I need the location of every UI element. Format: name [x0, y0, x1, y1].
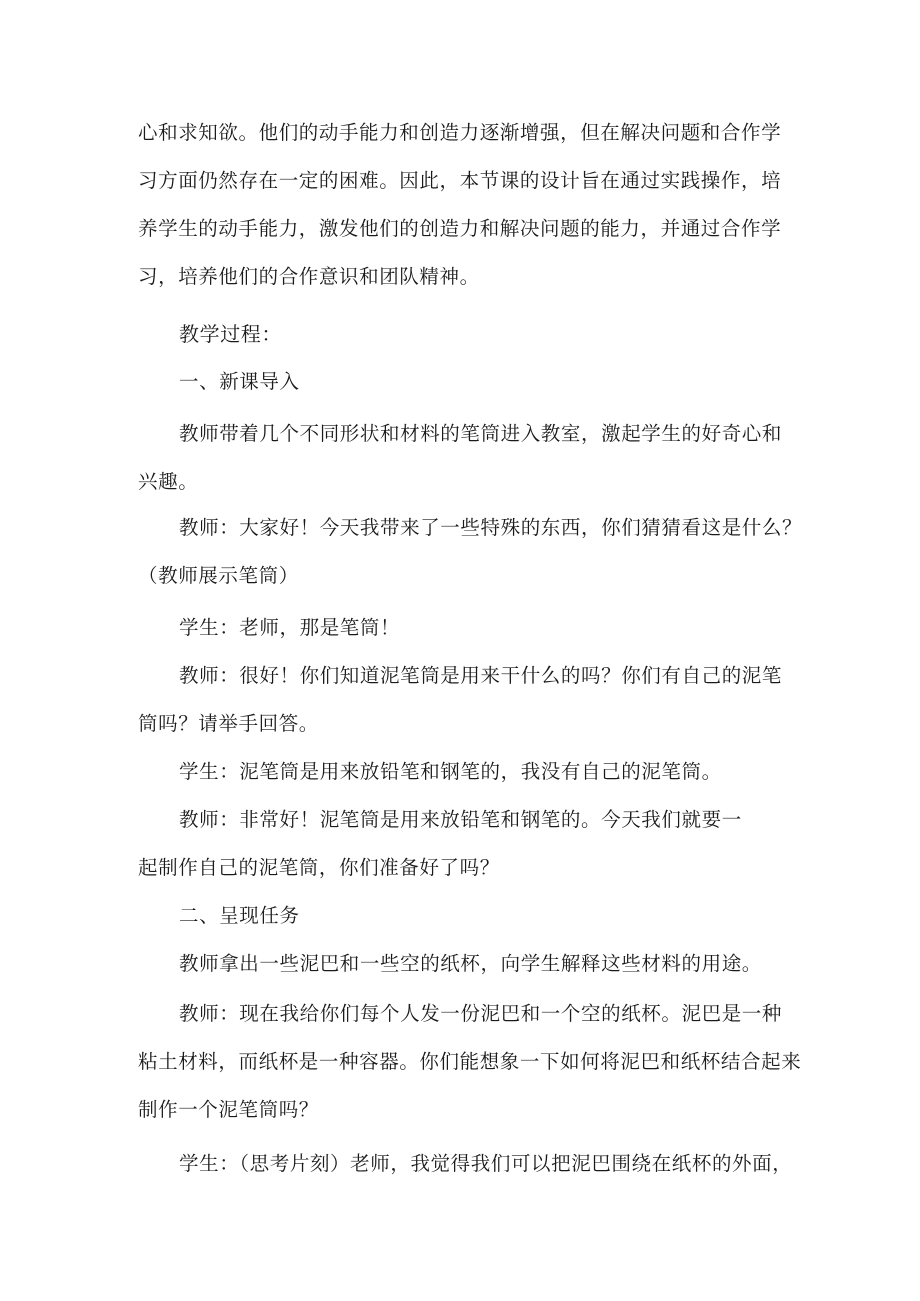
paragraph-teacher-very-good [138, 796, 798, 892]
text-line: 筒吗？请举手回答。 [138, 712, 319, 735]
text-line: 粘土材料，而纸杯是一种容器。你们能想象一下如何将泥巴和纸杯结合起来 [138, 1050, 802, 1073]
paragraph-student-2 [138, 748, 798, 796]
text-line: 学生：泥笔筒是用来放铅笔和钢笔的，我没有自己的泥笔筒。 [179, 760, 722, 783]
text-line: （教师展示笔筒） [138, 564, 299, 587]
text-line: 学生：老师，那是笔筒！ [179, 616, 401, 639]
heading-teaching-process: 教学过程： [179, 322, 282, 346]
paragraph-teacher-hello [138, 504, 803, 600]
text-line: 心和求知欲。他们的动手能力和创造力逐渐增强，但在解决问题和合作学 [138, 121, 782, 144]
paragraph-student-1 [138, 604, 798, 652]
text-line: 习方面仍然存在一定的困难。因此，本节课的设计旨在通过实践操作，培 [138, 169, 782, 192]
paragraph-student-3 [138, 1140, 798, 1188]
text-line: 兴趣。 [138, 470, 199, 493]
text-line: 教师：非常好！泥笔筒是用来放铅笔和钢笔的。今天我们就要一 [179, 808, 742, 831]
text-line: 教师拿出一些泥巴和一些空的纸杯，向学生解释这些材料的用途。 [179, 952, 762, 975]
section-title-present-task: 二、呈现任务 [179, 904, 300, 927]
text-line: 教师：现在我给你们每个人发一份泥巴和一个空的纸杯。泥巴是一种 [179, 1002, 783, 1025]
paragraph-teacher-good [138, 652, 798, 748]
section-title-new-lesson: 一、新课导入 [179, 370, 300, 393]
text-line: 起制作自己的泥笔筒，你们准备好了吗？ [138, 856, 500, 879]
text-line: 学生：（思考片刻）老师，我觉得我们可以把泥巴围绕在纸杯的外面， [179, 1152, 793, 1175]
text-line: 习，培养他们的合作意识和团队精神。 [138, 265, 480, 288]
paragraph-teacher-materials [138, 940, 798, 988]
text-line: 养学生的动手能力，激发他们的创造力和解决问题的能力，并通过合作学 [138, 217, 782, 240]
paragraph-teacher-now [138, 990, 802, 1134]
text-line: 制作一个泥笔筒吗？ [138, 1098, 319, 1121]
paragraph-teacher-enter [138, 410, 798, 506]
text-line: 教师带着几个不同形状和材料的笔筒进入教室，激起学生的好奇心和 [179, 422, 783, 445]
text-line: 教师：大家好！今天我带来了一些特殊的东西，你们猜猜看这是什么？ [179, 516, 803, 539]
paragraph-intro [138, 109, 798, 301]
text-line: 教师：很好！你们知道泥笔筒是用来干什么的吗？你们有自己的泥笔 [179, 664, 783, 687]
